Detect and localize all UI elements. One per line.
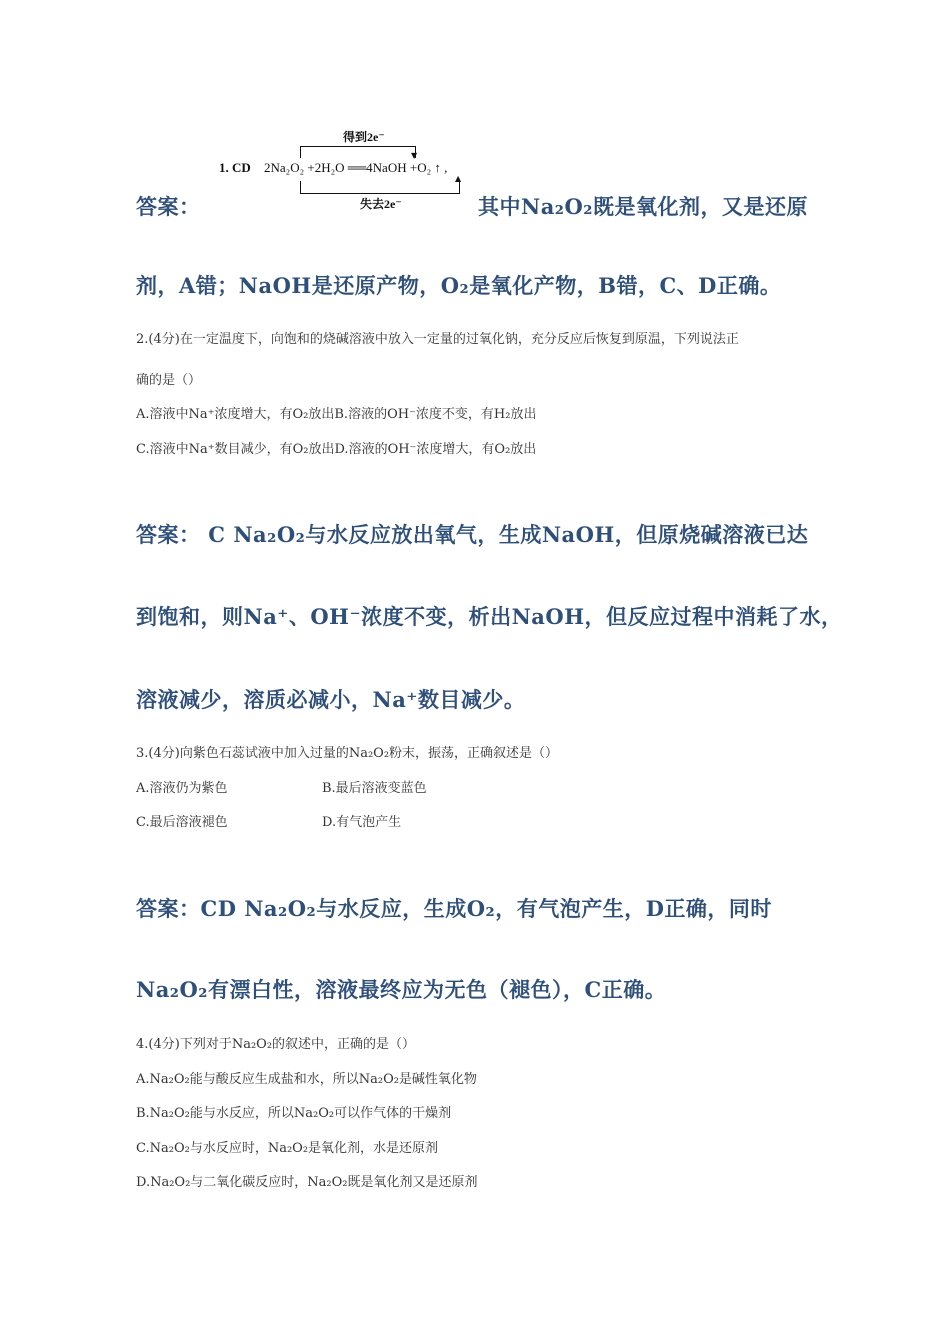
q4-option-c: C.Na₂O₂与水反应时，Na₂O₂是氧化剂，水是还原剂 bbox=[136, 1141, 439, 1156]
bottom-bracket-horizontal bbox=[300, 193, 460, 194]
q4-option-a: A.Na₂O₂能与酸反应生成盐和水，所以Na₂O₂是碱性氧化物 bbox=[136, 1072, 477, 1087]
equation-number: 1. CD bbox=[219, 160, 251, 175]
answer1-prefix: 答案： bbox=[136, 194, 201, 219]
answer2-line3: 溶液减少，溶质必减小，Na⁺数目减少。 bbox=[136, 687, 526, 712]
bottom-bracket-left bbox=[300, 181, 301, 193]
q2-options-ab: A.溶液中Na⁺浓度增大，有O₂放出B.溶液的OH⁻浓度不变，有H₂放出 bbox=[136, 407, 537, 422]
answer3-line2: Na₂O₂有漂白性，溶液最终应为无色（褪色），C正确。 bbox=[136, 977, 667, 1002]
q3-option-d: D.有气泡产生 bbox=[322, 815, 402, 830]
equation-bottom-label: 失去2e⁻ bbox=[360, 197, 402, 211]
top-bracket-horizontal bbox=[300, 146, 416, 147]
q4-option-d: D.Na₂O₂与二氧化碳反应时，Na₂O₂既是氧化剂又是还原剂 bbox=[136, 1175, 478, 1190]
top-bracket-left bbox=[300, 146, 301, 158]
equation-reaction: 2Na₂O₂ +2H₂O ══4NaOH +O₂ ↑ , bbox=[264, 160, 448, 175]
q2-options-cd: C.溶液中Na⁺数目减少，有O₂放出D.溶液的OH⁻浓度增大，有O₂放出 bbox=[136, 442, 537, 457]
equation-top-label: 得到2e⁻ bbox=[343, 130, 385, 144]
answer3-line1: 答案：CD Na₂O₂与水反应，生成O₂，有气泡产生，D正确，同时 bbox=[136, 896, 772, 921]
q3-stem: 3.(4分)向紫色石蕊试液中加入过量的Na₂O₂粉末，振荡，正确叙述是（） bbox=[136, 746, 559, 761]
q2-stem-line1: 2.(4分)在一定温度下，向饱和的烧碱溶液中放入一定量的过氧化钠，充分反应后恢复到原温，下列说法正 bbox=[136, 332, 739, 347]
q4-option-b: B.Na₂O₂能与水反应，所以Na₂O₂可以作气体的干燥剂 bbox=[136, 1106, 452, 1121]
answer1-line2: 剂，A错；NaOH是还原产物，O₂是氧化产物，B错，C、D正确。 bbox=[136, 273, 782, 298]
q4-stem: 4.(4分)下列对于Na₂O₂的叙述中，正确的是（） bbox=[136, 1037, 416, 1052]
q3-option-a: A.溶液仍为紫色 bbox=[136, 781, 228, 796]
top-arrow-icon: ▼ bbox=[411, 151, 418, 160]
answer2-line1: 答案： C Na₂O₂与水反应放出氧气，生成NaOH，但原烧碱溶液已达 bbox=[136, 522, 809, 547]
q2-stem-line2: 确的是（） bbox=[136, 373, 202, 388]
q3-option-b: B.最后溶液变蓝色 bbox=[322, 781, 427, 796]
q3-option-c: C.最后溶液褪色 bbox=[136, 815, 228, 830]
answer1-line1: 其中Na₂O₂既是氧化剂，又是还原 bbox=[478, 194, 808, 219]
answer2-line2: 到饱和，则Na⁺、OH⁻浓度不变，析出NaOH，但反应过程中消耗了水， bbox=[136, 604, 843, 629]
bottom-arrow-icon: ▲ bbox=[455, 174, 462, 183]
